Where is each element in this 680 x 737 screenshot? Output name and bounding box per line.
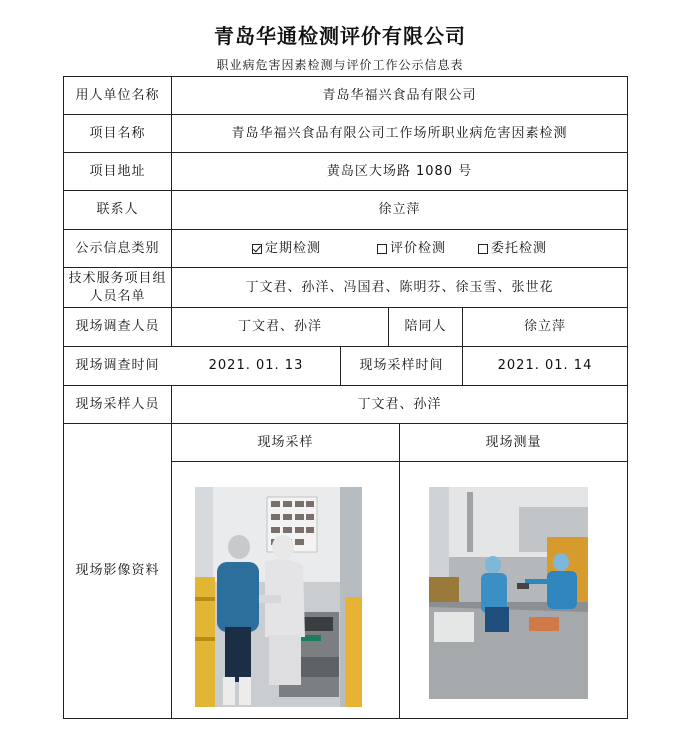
survey-staff-value: 丁文君、孙洋 [237,319,322,334]
images-label: 现场影像资料 [75,563,160,578]
category-label: 公示信息类别 [75,240,160,256]
measurement-photo [429,487,588,699]
measurement-photo-image [429,487,588,699]
unchecked-box-icon [377,244,387,254]
sampling-photo [195,487,362,707]
page-title: 青岛华通检测评价有限公司 [214,24,466,48]
project-address-label: 项目地址 [89,163,146,179]
image-measure-label: 现场测量 [485,434,542,450]
project-name-value: 青岛华福兴食品有限公司工作场所职业病危害因素检测 [231,125,568,141]
sampling-photo-image [195,487,362,707]
unchecked-box-icon [478,244,488,254]
page-subtitle: 职业病危害因素检测与评价工作公示信息表 [216,58,464,72]
option-commission-label: 委托检测 [491,240,548,256]
project-address-value: 黄岛区大场路 1080 号 [326,163,473,179]
accompany-value: 徐立萍 [523,319,566,334]
option-evaluation-check[interactable] [377,240,446,258]
project-name-label: 项目名称 [89,125,146,141]
team-label: 技术服务项目组人员名单 [68,270,167,304]
image-sampling-label: 现场采样 [257,434,314,450]
contact-value: 徐立萍 [378,202,421,217]
sampling-staff-label: 现场采样人员 [75,396,160,412]
team-value: 丁文君、孙洋、冯国君、陈明芬、徐玉雪、张世花 [245,279,554,295]
sampling-staff-value: 丁文君、孙洋 [357,396,442,412]
sampling-time-label: 现场采样时间 [359,358,444,373]
option-periodic-label: 定期检测 [264,240,321,256]
survey-time-label: 现场调查时间 [75,358,160,373]
checked-box-icon [252,244,262,254]
option-periodic-check[interactable] [252,240,321,258]
option-evaluation-label: 评价检测 [389,240,446,256]
option-commission-check[interactable] [478,240,547,258]
category-options [172,230,627,267]
employer-label: 用人单位名称 [75,87,160,103]
contact-label: 联系人 [96,202,139,217]
survey-staff-label: 现场调查人员 [75,319,160,334]
accompany-label: 陪同人 [404,319,447,334]
survey-time-value: 2021. 01. 13 [208,358,304,373]
sampling-time-value: 2021. 01. 14 [497,358,593,373]
employer-value: 青岛华福兴食品有限公司 [322,87,477,103]
